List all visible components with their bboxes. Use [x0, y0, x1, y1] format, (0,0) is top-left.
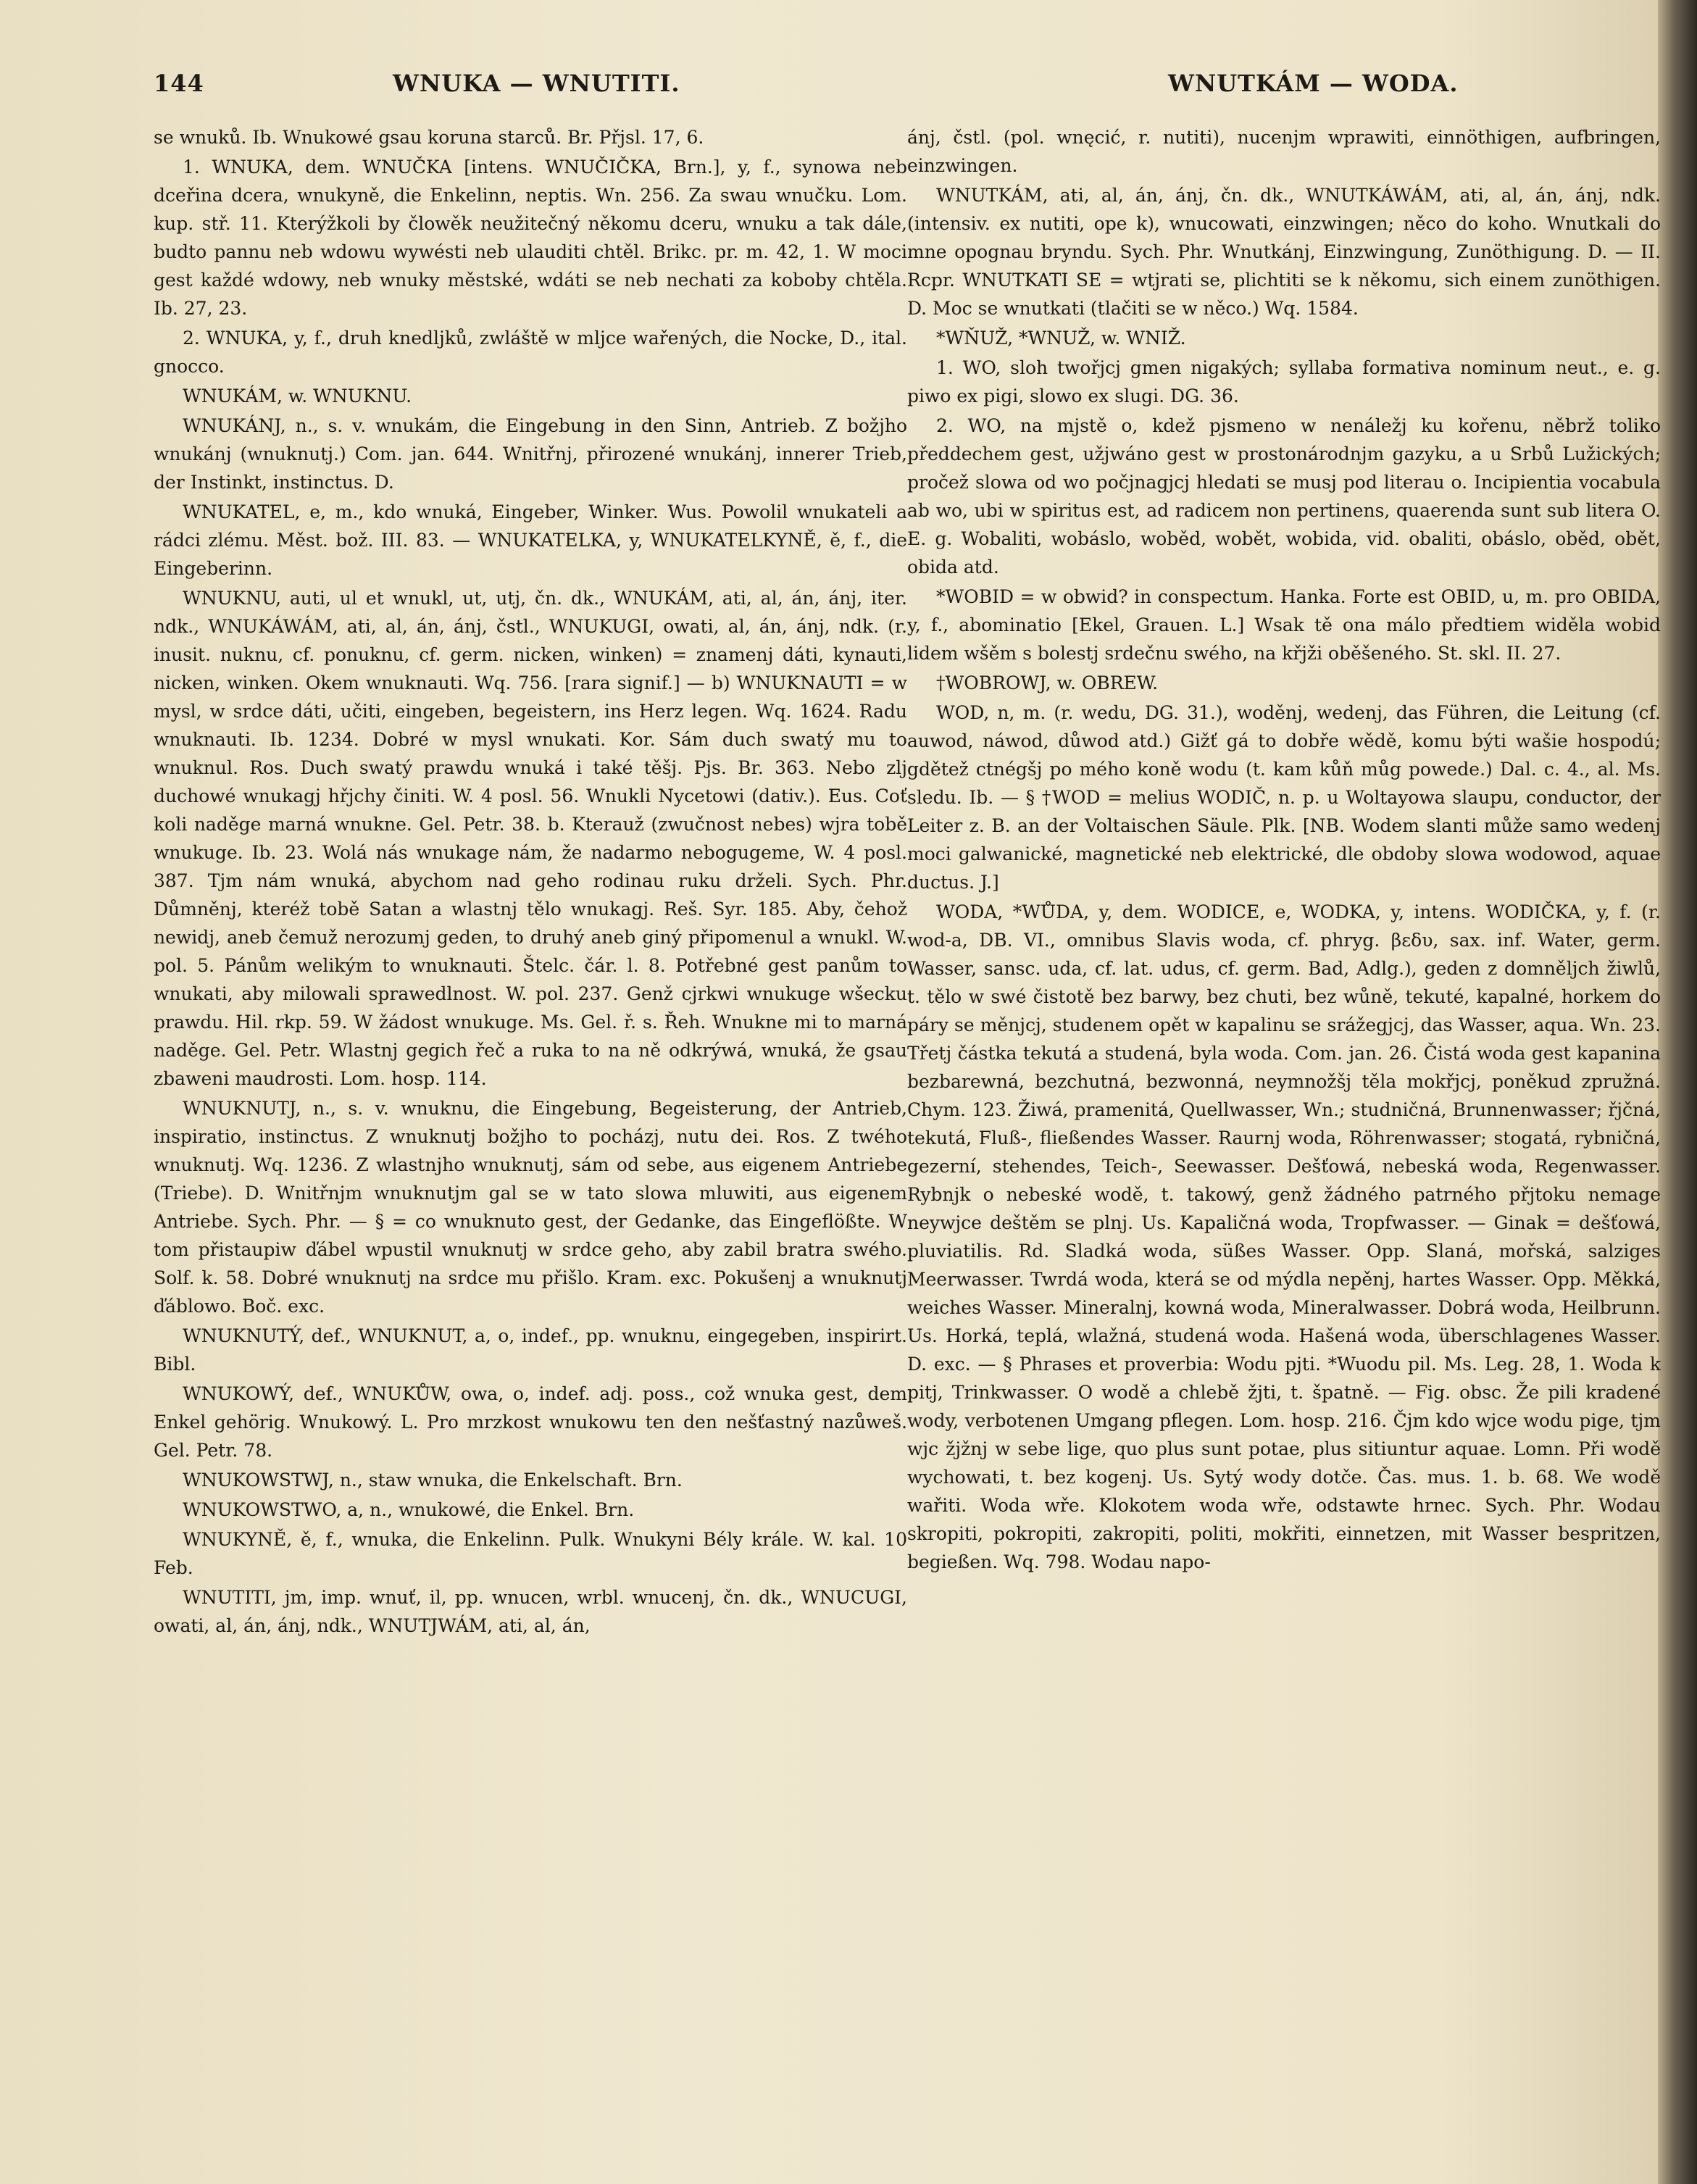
entry-paragraph: WNUKNUTÝ, def., WNUKNUT, a, o, indef., pp. wnuknu, eingegeben, inspirirt. Bibl.	[154, 1325, 907, 1375]
entry-paragraph: WNUKÁM, w. WNUKNU.	[183, 385, 412, 407]
entry-paragraph: ánj, čstl. (pol. wnęcić, r. nutiti), nucenjm wprawiti, einnöthigen, aufbringen, einzwingen.	[907, 127, 1661, 176]
left-running-title: WNUKA — WNUTITI.	[393, 70, 680, 97]
right-running-title: WNUTKÁM — WODA.	[1168, 70, 1459, 97]
right-column	[907, 123, 1661, 2167]
entry-paragraph: WNUKOWÝ, def., WNUKŮW, owa, o, indef. adj. poss., což wnuka gest, dem Enkel gehörig. Wnukowý. L. Pro mrzkost wnukowu ten den nešťastný nazůweš. Gel. Petr. 78.	[154, 1383, 907, 1461]
entry-paragraph: WNUKYNĚ, ě, f., wnuka, die Enkelinn. Pulk. Wnukyni Bély krále. W. kal. 10 Feb.	[154, 1529, 907, 1578]
entry-paragraph: *WŇUŽ, *WNUŽ, w. WNIŽ.	[936, 328, 1186, 349]
page-number: 144	[154, 70, 204, 97]
entry-paragraph: 2. WNUKA, y, f., druh knedljků, zwláště w mljce wařených, die Nocke, D., ital. gnocco.	[154, 328, 907, 377]
page-header-left	[154, 70, 907, 106]
entry-paragraph: 1. WO, sloh twořjcj gmen nigakých; syllaba formativa nominum neut., e. g. piwo ex pigi, slowo ex slugi. DG. 36.	[907, 357, 1661, 407]
entry-paragraph: WNUKNU, auti, ul et wnukl, ut, utj, čn. dk., WNUKÁM, ati, al, án, ánj, iter. ndk., WNUKÁWÁM, ati, al, án, ánj, čstl., WNUKUGI, owati, al, án, ánj, ndk. (r. inusit. nuknu, cf. ponuknu, cf. germ. nicken, winken) = znamenj dáti, kynauti, nicken, winken. Okem wnuknauti. Wq. 756. [rara signif.] — b) WNUKNAUTI = w mysl, w srdce dáti, učiti, eingeben, begeistern, ins Herz legen. Wq. 1624. Radu wnuknauti. Ib. 1234. Dobré w mysl wnukati. Kor. Sám duch swatý mu to wnuknul. Ros. Duch swatý prawdu wnuká i také těšj. Pjs. Br. 363. Nebo zlj duchowé wnukagj hřjchy činiti. W. 4 posl. 56. Wnukli Nycetowi (dativ.). Eus. Coť koli naděge marná wnukne. Gel. Petr. 38. b. Kterauž (zwučnost nebes) wjra tobě wnukuge. Ib. 23. Wolá nás wnukage nám, že nadarmo nebogugeme, W. 4 posl. 387. Tjm nám wnuká, abychom nad geho rodinau ruku drželi. Sych. Phr. Důmněnj, kteréž tobě Satan a wlastnj tělo wnukagj. Reš. Syr. 185. Aby, čehož newidj, aneb čemuž nerozumj geden, to druhý aneb giný připomenul a wnukl. W. pol. 5. Pánům welikým to wnuknauti. Štelc. čár. l. 8. Potřebné gest panům to wnukati, aby milowali sprawedlnost. W. pol. 237. Genž cjrkwi wnukuge wšecku prawdu. Hil. rkp. 59. W žádost wnukuge. Ms. Gel. ř. s. Řeh. Wnukne mi to marná naděge. Gel. Petr. Wlastnj gegich řeč a ruka to na ně odkrýwá, wnuká, že gsau zbaweni maudrosti. Lom. hosp. 114.	[154, 588, 907, 1089]
entry-paragraph: †WOBROWJ, w. OBREW.	[936, 672, 1159, 693]
entry-paragraph: WNUTITI, jm, imp. wnuť, il, pp. wnucen, wrbl. wnucenj, čn. dk., WNUCUGI, owati, al, án, ánj, ndk., WNUTJWÁM, ati, al, án,	[154, 1587, 907, 1636]
entry-paragraph: WNUKOWSTWO, a, n., wnukowé, die Enkel. Brn.	[183, 1499, 635, 1520]
entry-paragraph: WODA, *WŮDA, y, dem. WODICE, e, WODKA, y, intens. WODIČKA, y, f. (r. wod-a, DB. VI., omnibus Slavis woda, cf. phryg. βεδυ, sax. inf. Water, germ. Wasser, sansc. uda, cf. lat. udus, cf. germ. Bad, Adlg.), geden z domněljch žiwlů, t. tělo w swé čistotě bez barwy, bez chuti, bez wůně, tekuté, kapalné, horkem do páry se měnjcj, studenem opět w kapalinu se srážegjcj, das Wasser, aqua. Wn. 23. Třetj částka tekutá a studená, byla woda. Com. jan. 26. Čistá woda gest kapanina bezbarewná, bezchutná, bezwonná, neymnožšj těla mokřjcj, poněkud zpružná. Chym. 123. Žiwá, pramenitá, Quellwasser, Wn.; studničná, Brunnenwasser; řjčná, tekutá, Fluß-, fließendes Wasser. Raurnj woda, Röhrenwasser; stogatá, rybničná, gezerní, stehendes, Teich-, Seewasser. Dešťowá, nebeská woda, Regenwasser. Rybnjk o nebeské wodě, t. takowý, genž žádného patrného přjtoku nemage neywjce deštěm se plnj. Us. Kapaličná woda, Tropfwasser. — Ginak = dešťowá, pluviatilis. Rd. Sladká woda, süßes Wasser. Opp. Slaná, mořská, salziges Meerwasser. Twrdá woda, která se od mýdla nepěnj, hartes Wasser. Opp. Měkká, weiches Wasser. Mineralnj, kowná woda, Mineralwasser. Dobrá woda, Heilbrunn. Us. Horká, teplá, wlažná, studená woda. Hašená woda, überschlagenes Wasser. D. exc. — § Phrases et proverbia: Wodu pjti. *Wuodu pil. Ms. Leg. 28, 1. Woda k pitj, Trinkwasser. O wodě a chlebě žjti, t. špatně. — Fig. obsc. Že pili kradené wody, verbotenen Umgang pflegen. Lom. hosp. 216. Čjm kdo wjce wodu pige, tjm wjc žjžnj w sebe lige, quo plus sunt potae, plus sitiuntur aquae. Lomn. Při wodě wychowati, t. bez kogenj. Us. Sytý wody dotče. Čas. mus. 1. b. 68. We wodě wařiti. Woda wře. Klokotem woda wře, odstawte hrnec. Sych. Phr. Wodau skropiti, pokropiti, zakropiti, politi, mokřiti, einnetzen, mit Wasser bespritzen, begießen. Wq. 798. Wodau napo-	[907, 901, 1661, 1572]
entry-paragraph: WNUKNUTJ, n., s. v. wnuknu, die Eingebung, Begeisterung, der Antrieb, inspiratio, instinctus. Z wnuknutj božjho to pocházj, nutu dei. Ros. Z twého wnuknutj. Wq. 1236. Z wlastnjho wnuknutj, sám od sebe, aus eigenem Antriebe (Triebe). D. Wnitřnjm wnuknutjm gal se w tato slowa mluwiti, aus eigenem Antriebe. Sych. Phr. — § = co wnuknuto gest, der Gedanke, das Eingeflößte. W tom přistaupiw ďábel wpustil wnuknutj w srdce geho, aby zabil bratra swého. Solf. k. 58. Dobré wnuknutj na srdce mu přišlo. Kram. exc. Pokušenj a wnuknutj ďáblowo. Boč. exc.	[154, 1098, 907, 1317]
left-column	[154, 123, 907, 2167]
page-edge-shadow	[1658, 0, 1697, 2184]
entry-paragraph: *WOBID = w obwid? in conspectum. Hanka. Forte est OBID, u, m. pro OBIDA, y, f., abominatio [Ekel, Grauen. L.] Wsak tě ona málo předtiem widěla wobid lidem wšěm s bolestj srdečnu swého, na křjži oběšeného. St. skl. II. 27.	[907, 586, 1661, 664]
entry-paragraph: WNUKATEL, e, m., kdo wnuká, Eingeber, Winker. Wus. Powolil wnukateli a rádci zlému. Měst. bož. III. 83. — WNUKATELKA, y, WNUKATELKYNĚ, ě, f., die Eingeberinn.	[154, 501, 907, 579]
entry-paragraph: WNUTKÁM, ati, al, án, ánj, čn. dk., WNUTKÁWÁM, ati, al, án, ánj, ndk. (intensiv. ex nutiti, ope k), wnucowati, einzwingen; něco do koho. Wnutkali do mne opognau bryndu. Sych. Phr. Wnutkánj, Einzwingung, Zunöthigung. D. — II. Rcpr. WNUTKATI SE = wtjrati se, plichtiti se k někomu, sich einem zunöthigen. D. Moc se wnutkati (tlačiti se w něco.) Wq. 1584.	[907, 185, 1661, 319]
entry-paragraph: WOD, n, m. (r. wedu, DG. 31.), woděnj, wedenj, das Führen, die Leitung (cf. auwod, náwod, důwod atd.) Gižť gá to dobře wědě, komu býti wašie hospodú; gdětež ctnégšj po mého koně wodu (t. kam kůň můg powede.) Dal. c. 4., al. Ms. sledu. Ib. — § †WOD = melius WODIČ, n. p. u Woltayowa slaupu, conductor, der Leiter z. B. an der Voltaischen Säule. Plk. [NB. Wodem slanti může samo wedenj moci galwanické, magnetické neb elektrické, dle obdoby slowa wodowod, aquae ductus. J.]	[907, 702, 1661, 893]
entry-paragraph: 1. WNUKA, dem. WNUČKA [intens. WNUČIČKA, Brn.], y, f., synowa neb dceřina dcera, wnukyně, die Enkelinn, neptis. Wn. 256. Za swau wnučku. Lom. kup. stř. 11. Kterýžkoli by člowěk neužitečný někomu dceru, wnuku a tak dále, budto pannu neb wdowu wywésti neb ulauditi chtěl. Brikc. pr. m. 42, 1. W moci gest každé wdowy, neb wnuky městské, wdáti se neb nechati za koboby chtěla. Ib. 27, 23.	[154, 157, 907, 319]
entry-paragraph: WNUKÁNJ, n., s. v. wnukám, die Eingebung in den Sinn, Antrieb. Z božjho wnukánj (wnuknutj.) Com. jan. 644. Wnitřnj, přirozené wnukánj, innerer Trieb, der Instinkt, instinctus. D.	[154, 415, 907, 493]
entry-paragraph: se wnuků. Ib. Wnukowé gsau koruna starců. Br. Přjsl. 17, 6.	[154, 127, 704, 148]
entry-paragraph: WNUKOWSTWJ, n., staw wnuka, die Enkelschaft. Brn.	[183, 1470, 683, 1491]
entry-paragraph: 2. WO, na mjstě o, kdež pjsmeno w nenáležj ku kořenu, něbrž toliko předdechem gest, užjwáno gest w prostonárodnjm gazyku, a u Srbů Lužických; pročež slowa od wo počjnagjcj hledati se musj pod literau o. Incipientia vocabula ab wo, ubi w spiritus est, ad radicem non pertinens, quaerenda sunt sub litera O. E. g. Wobaliti, wobáslo, woběd, wobět, wobida, vid. obaliti, obáslo, oběd, obět, obida atd.	[907, 415, 1661, 578]
page-header-right	[907, 70, 1661, 106]
